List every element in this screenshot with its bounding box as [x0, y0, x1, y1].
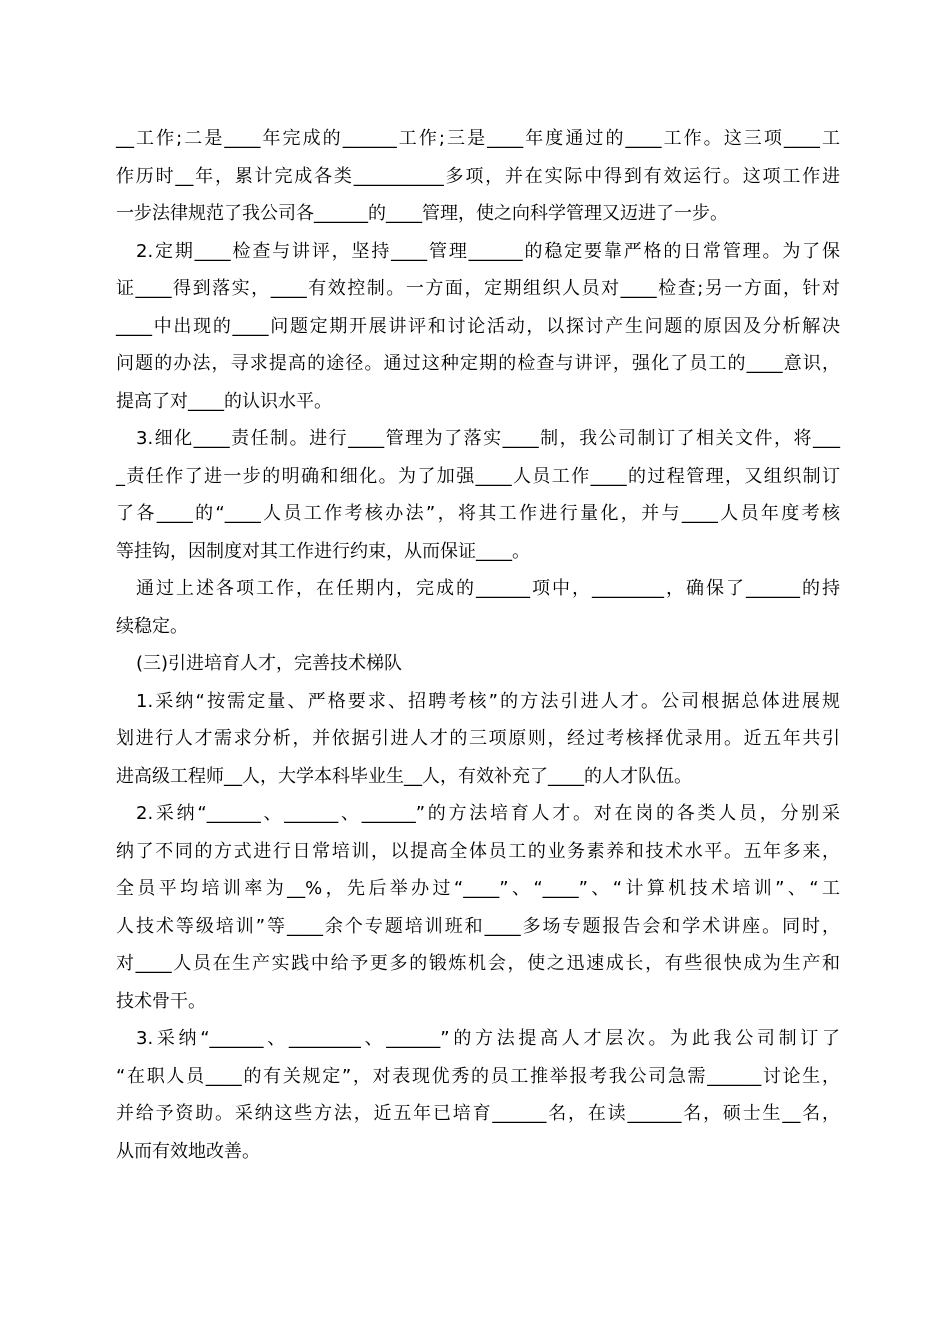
text-line: 3.细化____责任制。进行____管理为了落实____制，我公司制订了相关文件，将___: [136, 428, 840, 449]
text-line: 证____得到落实，____有效控制。一方面，定期组织人员对____检查;另一方面，针对: [116, 278, 840, 299]
text-line: 续稳定。: [116, 615, 188, 637]
text-line: 作历时__年，累计完成各类__________多项，并在实际中得到有效运行。这项工作进: [116, 165, 840, 187]
text-line: 人技术等级培训”等____余个专题培训班和____多场专题报告会和学术讲座。同时，: [116, 915, 840, 937]
text-line: 从而有效地改善。: [116, 1140, 260, 1162]
text-line: 划进行人才需求分析，并依据引进人才的三项原则，经过考核择优录用。近五年共引: [116, 728, 840, 749]
text-line: 一步法律规范了我公司各______的____管理，使之向科学管理又迈进了一步。: [116, 203, 728, 224]
text-line: 3.采纳“______、________、______”的方法提高人才层次。为此我公司制订了: [136, 1028, 840, 1049]
text-line: 提高了对____的认识水平。: [116, 390, 332, 412]
text-line: 并给予资助。采纳这些方法，近五年已培育______名，在读______名，硕士生__名，: [116, 1103, 840, 1124]
text-line: 全员平均培训率为__%，先后举办过“____”、“____”、“计算机技术培训”、“工: [116, 878, 840, 899]
document-body: [116, 120, 840, 1170]
text-line: 问题的办法，寻求提高的途径。通过这种定期的检查与讲评，强化了员工的____意识，: [116, 353, 840, 374]
text-line: 纳了不同的方式进行日常培训，以提高全体员工的业务素养和技术水平。五年多来，: [116, 840, 840, 862]
text-line: “在职人员____的有关规定”，对表现优秀的员工推举报考我公司急需______讨论生，: [116, 1065, 840, 1087]
text-line: (三)引进培育人才，完善技术梯队: [136, 653, 403, 674]
text-line: 了各____的“____人员工作考核办法”，将其工作进行量化，并与____人员年度考核: [116, 503, 840, 524]
text-line: 1.采纳“按需定量、严格要求、招聘考核”的方法引进人才。公司根据总体进展规: [136, 690, 840, 712]
text-line: 通过上述各项工作，在任期内，完成的______项中，________，确保了______的持: [136, 578, 840, 599]
text-line: 2.定期____检查与讲评，坚持____管理______的稳定要靠严格的日常管理。为了保: [136, 240, 840, 262]
text-line: 进高级工程师__人，大学本科毕业生__人，有效补充了____的人才队伍。: [116, 765, 692, 787]
text-line: _责任作了进一步的明确和细化。为了加强____人员工作____的过程管理，又组织制订: [116, 465, 840, 487]
text-line: 2.采纳“______、______、______”的方法培育人才。对在岗的各类人员，分别采: [136, 803, 840, 824]
text-line: ____中出现的____问题定期开展讲评和讨论活动，以探讨产生问题的原因及分析解决: [116, 315, 840, 337]
text-line: 等挂钩，因制度对其工作进行约束，从而保证____。: [116, 540, 530, 562]
text-line: __工作;二是____年完成的______工作;三是____年度通过的____工作。这三项____工: [116, 128, 840, 149]
text-line: 技术骨干。: [116, 990, 206, 1012]
text-line: 对____人员在生产实践中给予更多的锻炼机会，使之迅速成长，有些很快成为生产和: [116, 953, 840, 974]
